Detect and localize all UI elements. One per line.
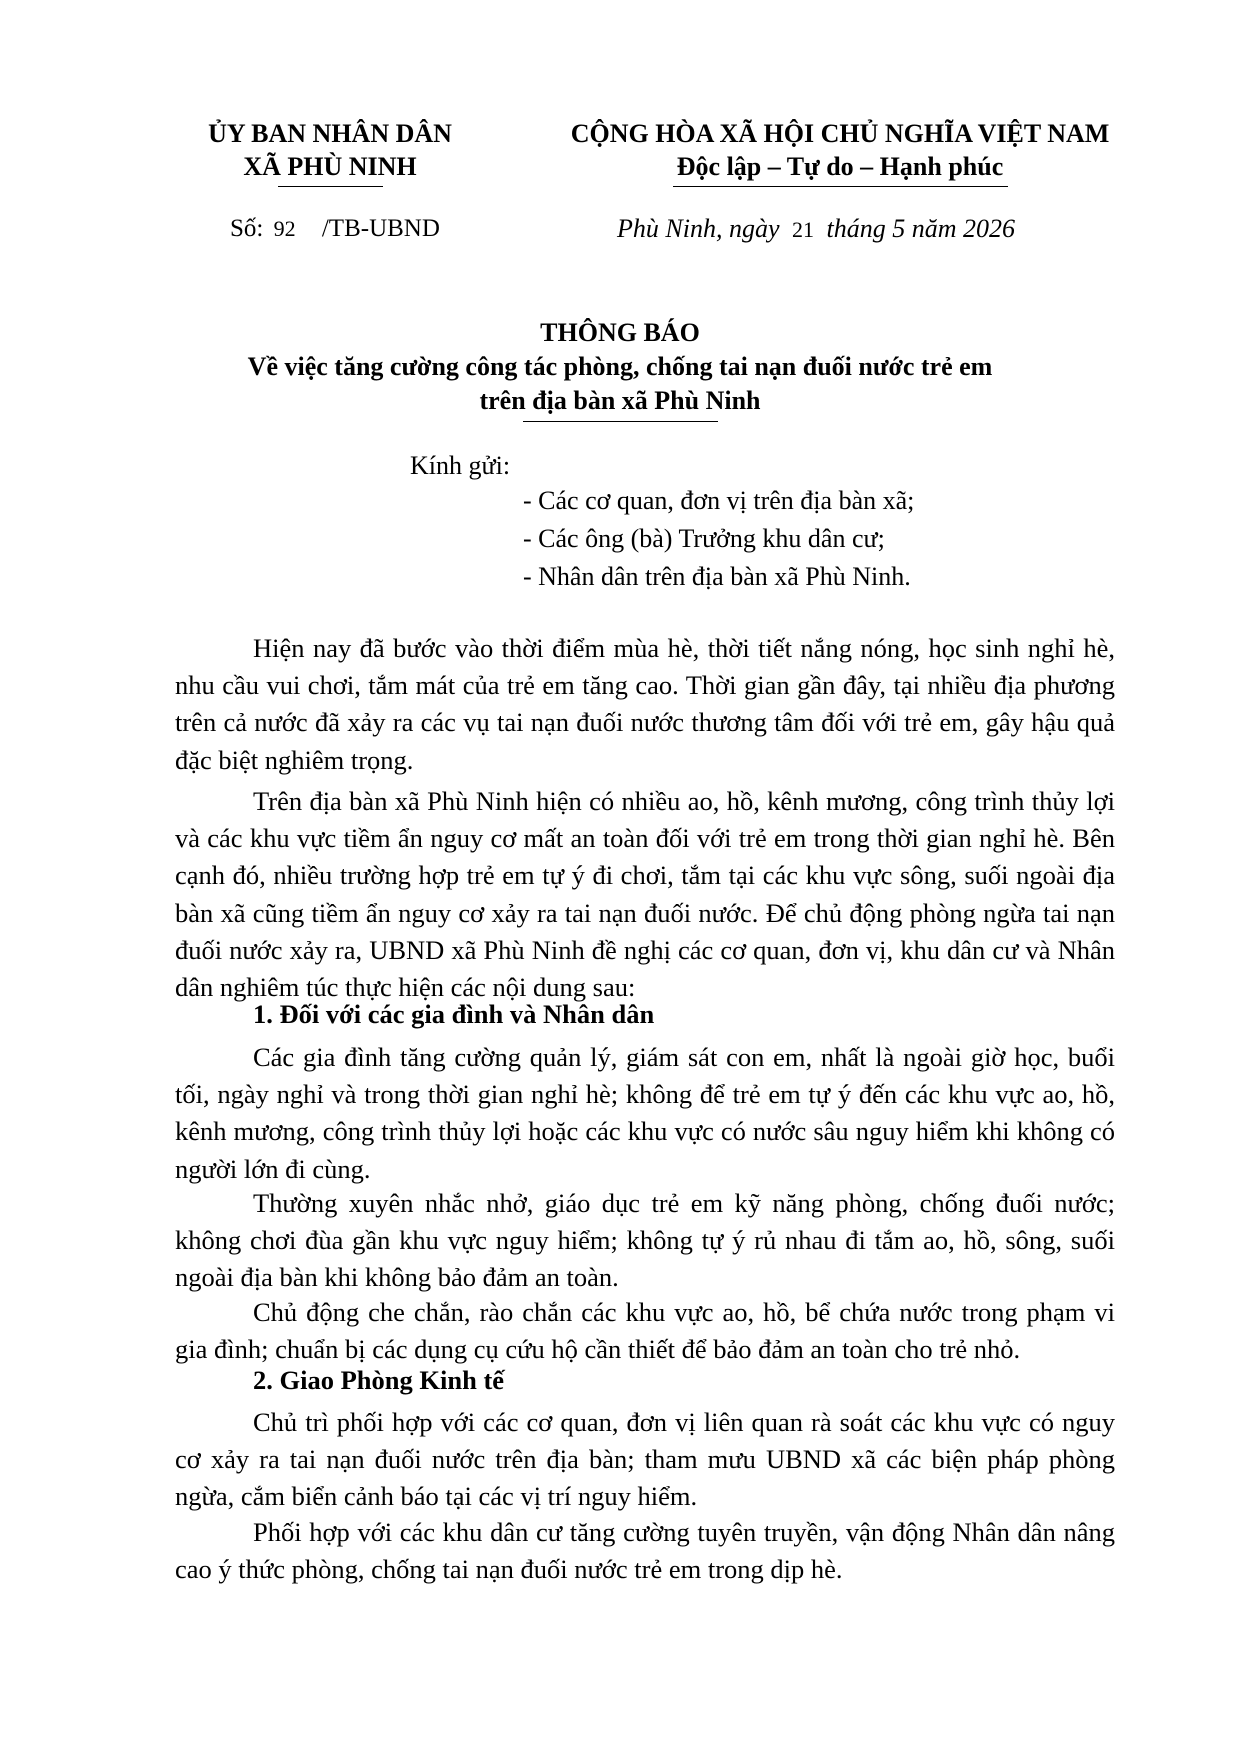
document-title: THÔNG BÁO: [540, 318, 700, 347]
document-subject-line2: trên địa bàn xã Phù Ninh: [479, 386, 761, 415]
document-title-block: [160, 316, 1080, 422]
date-day: 21: [792, 217, 814, 242]
paragraph-text: Các gia đình tăng cường quản lý, giám sát con em, nhất là ngoài giờ học, buổi tối, ngày nghỉ và trong thời gian nghỉ hè; không để trẻ em tự ý đến các khu vực ao, hồ, kênh mương, công trình thủy lợi hoặc các khu vực có nước sâu nguy hiểm khi không có người lớn đi cùng.: [175, 1042, 1115, 1184]
issuer-underline: [278, 186, 383, 187]
paragraph-text: Chủ trì phối hợp với các cơ quan, đơn vị liên quan rà soát các khu vực có nguy cơ xảy ra tai nạn đuối nước trên địa bàn; tham mưu UBND xã các biện pháp phòng ngừa, cắm biển cảnh báo tại các vị trí nguy hiểm.: [175, 1407, 1115, 1512]
paragraph-2: [175, 783, 1115, 1006]
national-motto-block: [530, 117, 1150, 187]
paragraph-text: Thường xuyên nhắc nhở, giáo dục trẻ em kỹ năng phòng, chống đuối nước; không chơi đùa gần khu vực nguy hiểm; không tự ý rủ nhau đi tắm ao, hồ, sông, suối ngoài địa bàn khi không bảo đảm an toàn.: [175, 1188, 1115, 1293]
paragraph-7: [175, 1514, 1115, 1588]
document-date: [617, 214, 1015, 244]
motto-underline: [673, 186, 1008, 187]
paragraph-3: [175, 1039, 1115, 1188]
paragraph-1: [175, 630, 1115, 779]
recipient-item: - Nhân dân trên địa bàn xã Phù Ninh.: [523, 562, 911, 591]
number-suffix: /TB-UBND: [321, 215, 440, 242]
paragraph-text: Hiện nay đã bước vào thời điểm mùa hè, thời tiết nắng nóng, học sinh nghỉ hè, nhu cầu vui chơi, tắm mát của trẻ em tăng cao. Thời gian gần đây, tại nhiều địa phương trên cả nước đã xảy ra các vụ tai nạn đuối nước thương tâm đối với trẻ em, gây hậu quả đặc biệt nghiêm trọng.: [175, 633, 1115, 775]
paragraph-4: [175, 1185, 1115, 1297]
national-title: CỘNG HÒA XÃ HỘI CHỦ NGHĨA VIỆT NAM: [570, 119, 1110, 148]
number-value: 92: [273, 216, 296, 241]
paragraph-text: Phối hợp với các khu dân cư tăng cường tuyên truyền, vận động Nhân dân nâng cao ý thức phòng, chống tai nạn đuối nước trẻ em trong dịp hè.: [175, 1517, 1115, 1585]
paragraph-text: Chủ động che chắn, rào chắn các khu vực ao, hồ, bể chứa nước trong phạm vi gia đình; chuẩn bị các dụng cụ cứu hộ cần thiết để bảo đảm an toàn cho trẻ nhỏ.: [175, 1297, 1115, 1365]
section-heading-2: 2. Giao Phòng Kinh tế: [253, 1365, 505, 1395]
issuer-block: [130, 117, 530, 187]
issuer-name-line2: XÃ PHÙ NINH: [243, 152, 417, 181]
paragraph-5: [175, 1294, 1115, 1368]
date-rest: tháng 5 năm 2026: [826, 214, 1015, 243]
number-prefix: Số:: [230, 215, 264, 242]
document-number: [230, 215, 440, 243]
paragraph-text: Trên địa bàn xã Phù Ninh hiện có nhiều ao, hồ, kênh mương, công trình thủy lợi và các khu vực tiềm ẩn nguy cơ mất an toàn đối với trẻ em trong thời gian nghỉ hè. Bên cạnh đó, nhiều trường hợp trẻ em tự ý đi chơi, tắm tại các khu vực sông, suối ngoài địa bàn xã cũng tiềm ẩn nguy cơ xảy ra tai nạn đuối nước. Để chủ động phòng ngừa tai nạn đuối nước xảy ra, UBND xã Phù Ninh đề nghị các cơ quan, đơn vị, khu dân cư và Nhân dân nghiêm túc thực hiện các nội dung sau:: [175, 786, 1115, 1003]
recipients-label: Kính gửi:: [410, 451, 511, 480]
national-motto: Độc lập – Tự do – Hạnh phúc: [676, 152, 1004, 181]
document-subject-line1: Về việc tăng cường công tác phòng, chống tai nạn đuối nước trẻ em: [247, 352, 993, 381]
recipient-item: - Các cơ quan, đơn vị trên địa bàn xã;: [523, 486, 915, 515]
paragraph-6: [175, 1404, 1115, 1516]
recipient-item: - Các ông (bà) Trưởng khu dân cư;: [523, 524, 885, 553]
date-place: Phù Ninh, ngày: [617, 214, 780, 243]
section-heading-1: 1. Đối với các gia đình và Nhân dân: [253, 999, 655, 1029]
title-underline: [523, 421, 718, 422]
issuer-name-line1: ỦY BAN NHÂN DÂN: [208, 119, 452, 148]
